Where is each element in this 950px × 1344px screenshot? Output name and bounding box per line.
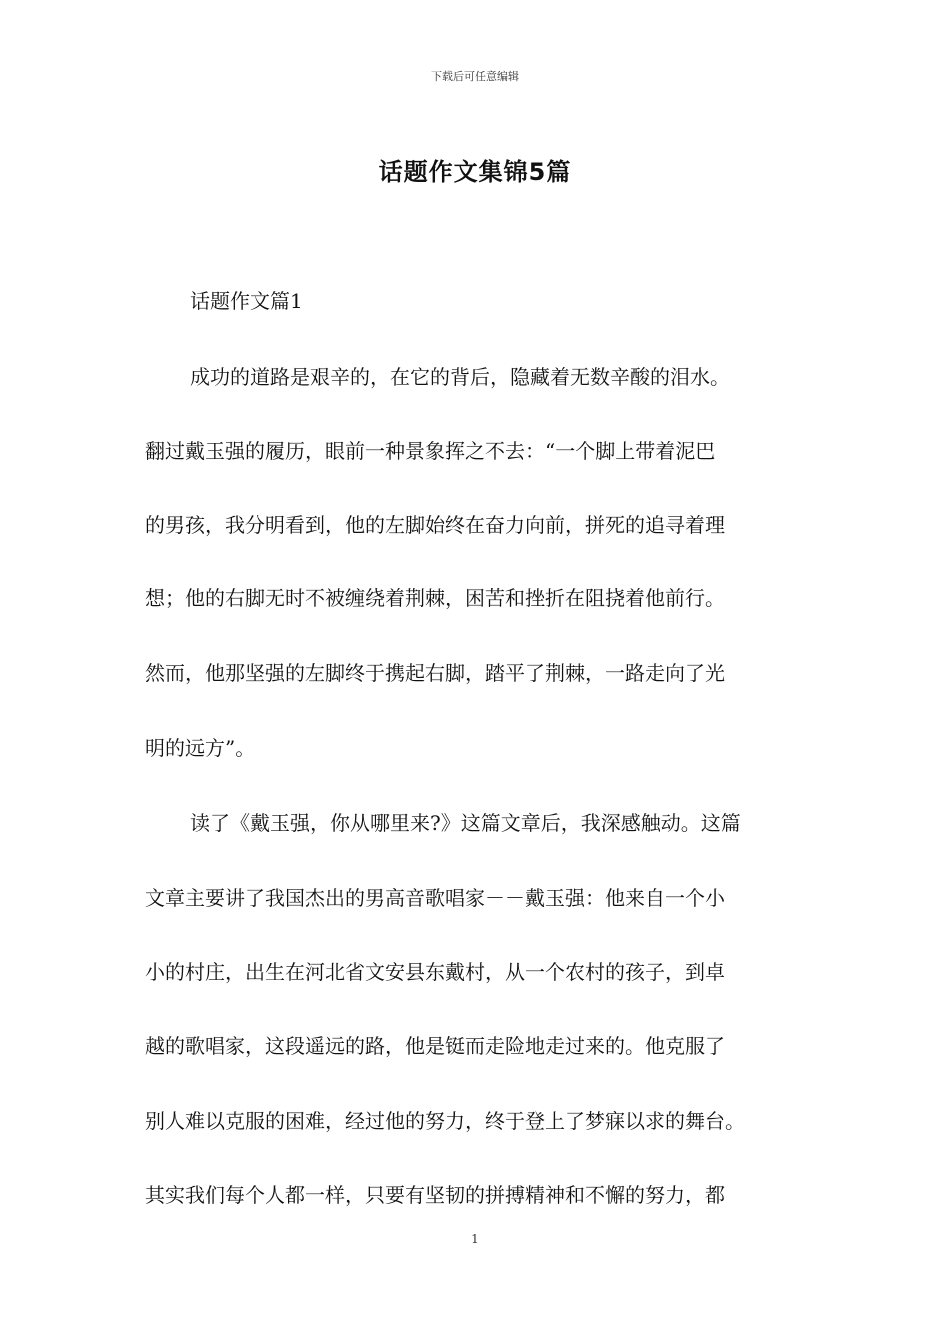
paragraph-line: 别人难以克服的困难，经过他的努力，终于登上了梦寐以求的舞台。 — [145, 1109, 745, 1133]
paragraph-line: 明的远方”。 — [145, 736, 256, 760]
paragraph-line: 越的歌唱家，这段遥远的路，他是铤而走险地走过来的。他克服了 — [145, 1034, 725, 1058]
paragraph-line: 然而，他那坚强的左脚终于携起右脚，踏平了荆棘，一路走向了光 — [145, 661, 725, 685]
paragraph-line: 读了《戴玉强，你从哪里来?》这篇文章后，我深感触动。这篇 — [190, 811, 741, 835]
page-header-note: 下载后可任意编辑 — [431, 70, 519, 83]
paragraph-line: 文章主要讲了我国杰出的男高音歌唱家－－戴玉强：他来自一个小 — [145, 886, 725, 910]
document-title: 话题作文集锦5篇 — [378, 158, 572, 186]
paragraph-line: 想；他的右脚无时不被缠绕着荆棘，困苦和挫折在阻挠着他前行。 — [145, 586, 725, 610]
paragraph-line: 其实我们每个人都一样，只要有坚韧的拼搏精神和不懈的努力，都 — [145, 1183, 725, 1207]
page-number: 1 — [471, 1232, 479, 1246]
paragraph-line: 小的村庄，出生在河北省文安县东戴村，从一个农村的孩子，到卓 — [145, 960, 725, 984]
paragraph-line: 的男孩，我分明看到，他的左脚始终在奋力向前，拼死的追寻着理 — [145, 513, 725, 537]
paragraph-line: 翻过戴玉强的履历，眼前一种景象挥之不去：“一个脚上带着泥巴 — [145, 439, 716, 463]
paragraph-line: 成功的道路是艰辛的，在它的背后，隐藏着无数辛酸的泪水。 — [190, 365, 730, 389]
section-heading: 话题作文篇1 — [190, 289, 303, 313]
